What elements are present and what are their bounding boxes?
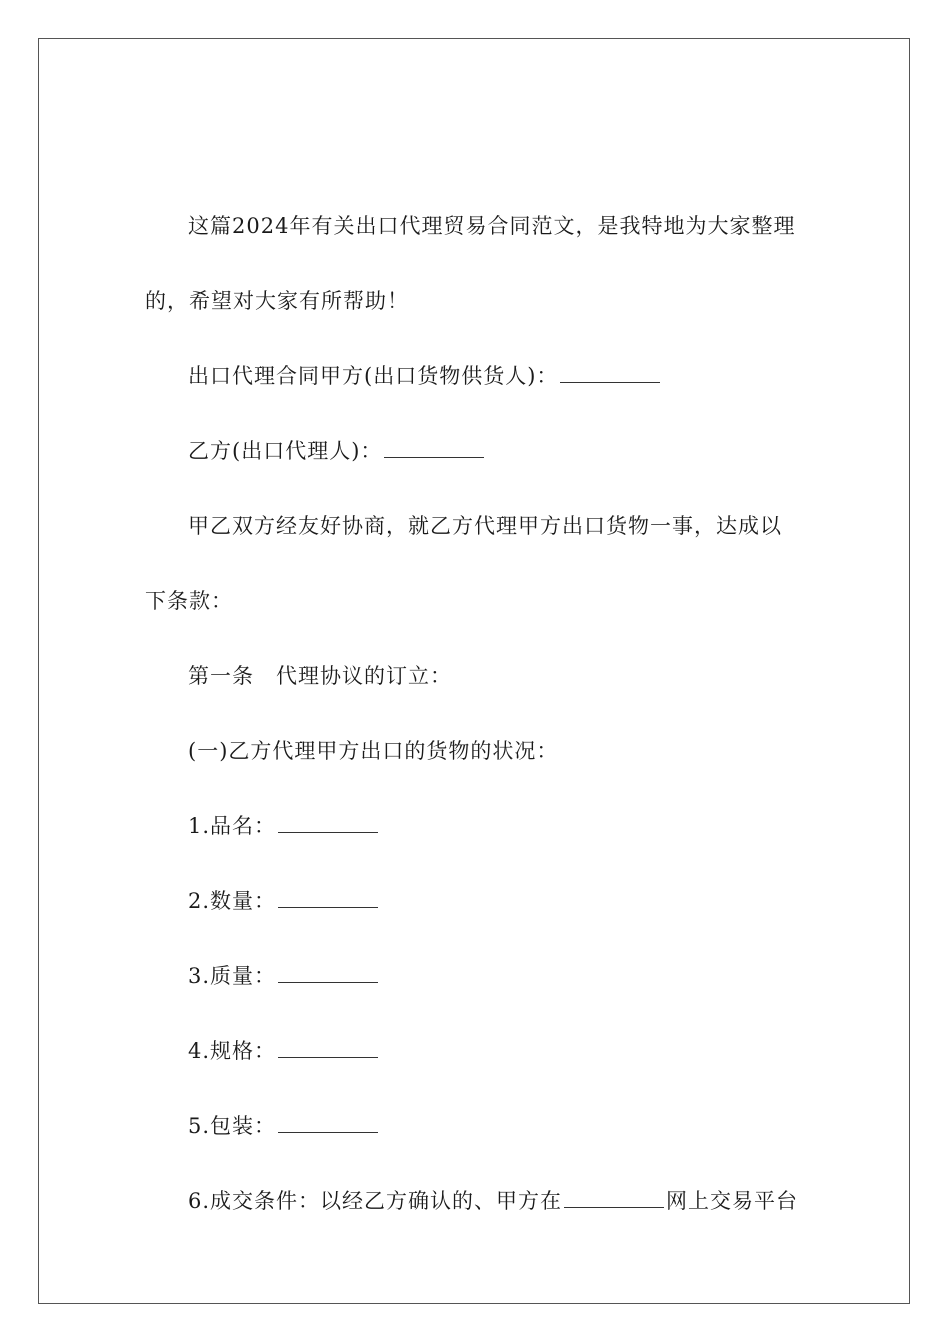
paragraph-intro-line-1: 这篇2024年有关出口代理贸易合同范文，是我特地为大家整理 [188,214,796,238]
party-a-label: 出口代理合同甲方(出口货物供货人)： [188,364,559,388]
party-b-blank [384,437,484,458]
item-product-name-label: 1.品名： [188,814,277,838]
item-packaging-blank [278,1112,378,1133]
party-b-line [188,436,486,466]
item-specification-blank [278,1037,378,1058]
item-specification-label: 4.规格： [188,1039,277,1063]
section-1-title: (一)乙方代理甲方出口的货物的状况： [188,739,559,763]
item-quality-label: 3.质量： [188,964,277,988]
party-b-label: 乙方(出口代理人)： [188,439,383,463]
item-trade-terms-suffix: 网上交易平台 [666,1189,799,1213]
paragraph-intro-line-2: 的，希望对大家有所帮助！ [145,289,409,313]
item-product-name-blank [278,812,378,833]
item-quantity [188,886,380,916]
item-trade-terms-blank [564,1187,664,1208]
item-specification [188,1036,380,1066]
item-trade-terms-prefix: 6.成交条件：以经乙方确认的、甲方在 [188,1189,563,1213]
item-quality [188,961,380,991]
item-quantity-label: 2.数量： [188,889,277,913]
item-quantity-blank [278,887,378,908]
paragraph-agreement-line-2: 下条款： [145,589,233,613]
item-quality-blank [278,962,378,983]
item-packaging [188,1111,380,1141]
party-a-line [188,361,662,391]
item-packaging-label: 5.包装： [188,1114,277,1138]
article-1-title: 第一条 代理协议的订立： [188,664,452,688]
item-product-name [188,811,380,841]
item-trade-terms [188,1186,798,1216]
paragraph-agreement-line-1: 甲乙双方经友好协商，就乙方代理甲方出口货物一事，达成以 [188,514,782,538]
party-a-blank [560,362,660,383]
